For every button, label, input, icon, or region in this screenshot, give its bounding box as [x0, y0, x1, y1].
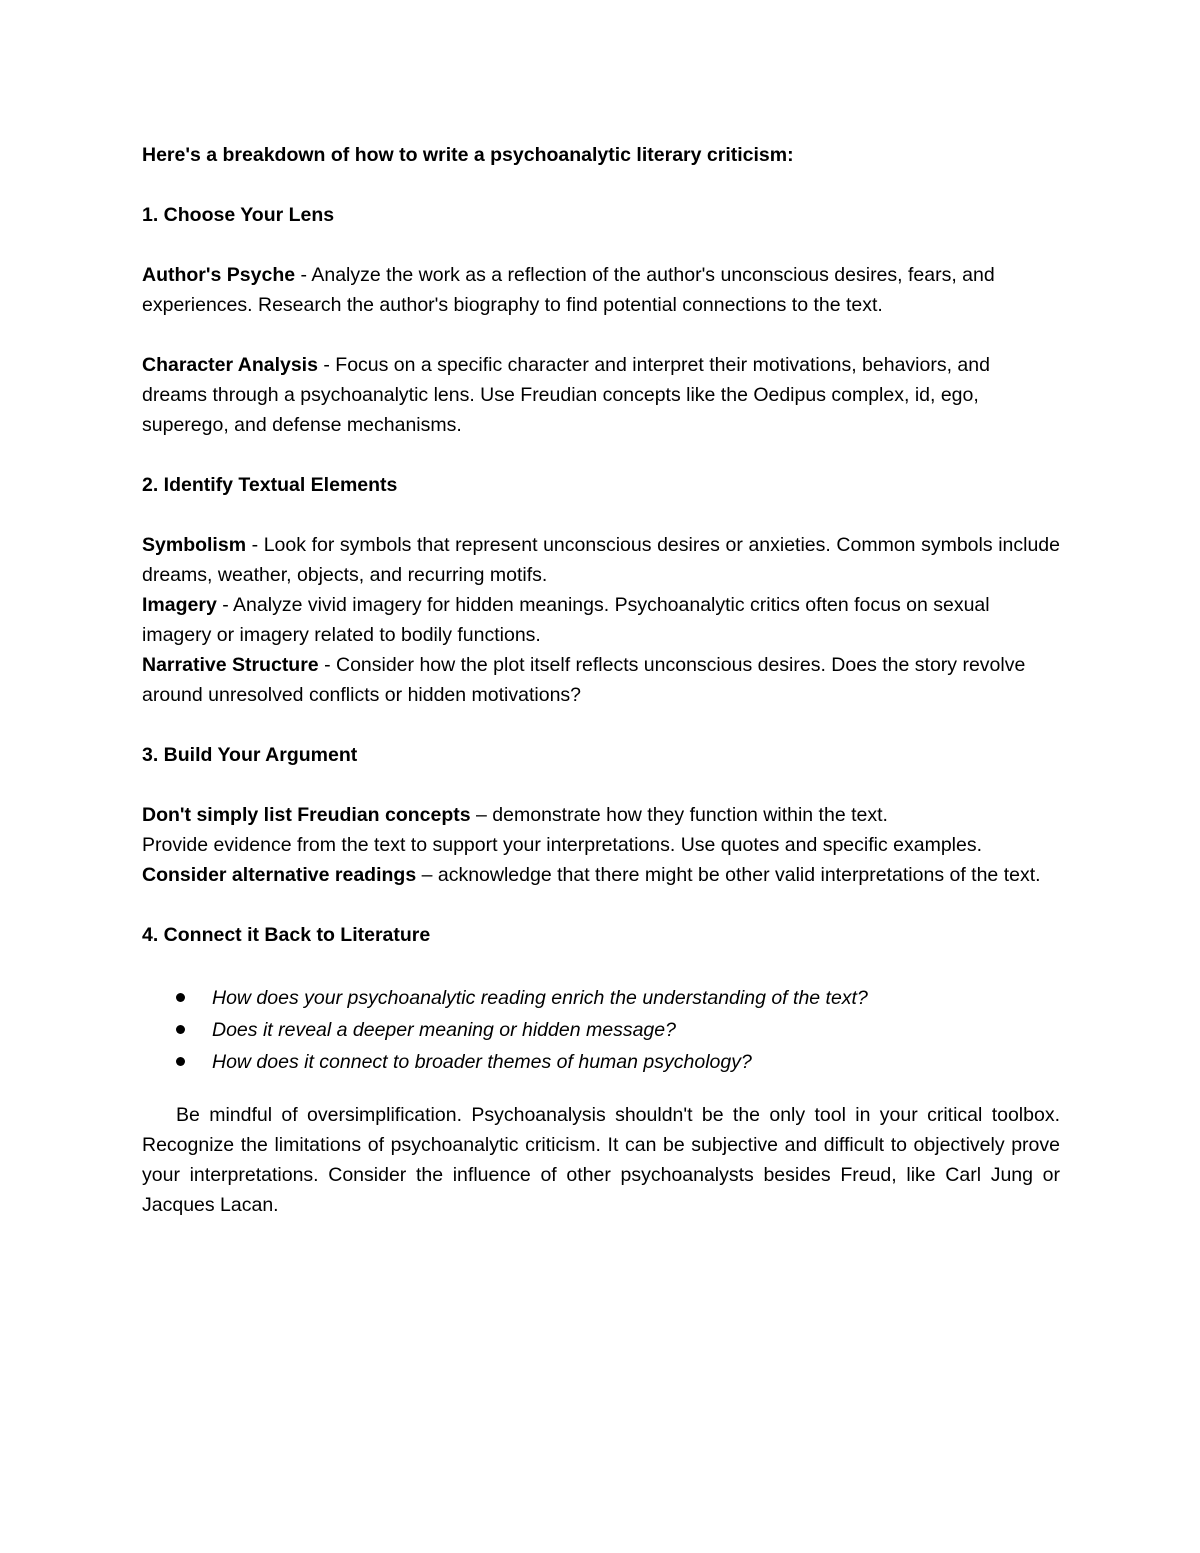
item-term: Narrative Structure	[142, 654, 319, 676]
item-term: Don't simply list Freudian concepts	[142, 804, 471, 826]
list-item	[142, 1046, 1060, 1078]
section-2-item-imagery	[142, 590, 1060, 650]
item-text: - Look for symbols that represent unconscious desires or anxieties. Common symbols include dreams, weather, objects, and recurring motifs.	[142, 534, 1060, 586]
closing-paragraph: Be mindful of oversimplification. Psychoanalysis shouldn't be the only tool in your critical toolbox. Recognize the limitations of psychoanalytic criticism. It can be subjective and difficult to objectively prove your interpretations. Consider the influence of other psychoanalysts besides Freud, like Carl Jung or Jacques Lacan.	[142, 1104, 1060, 1216]
section-2-heading: 2. Identify Textual Elements	[142, 474, 398, 496]
section-3-evidence-text: Provide evidence from the text to support your interpretations. Use quotes and specific examples.	[142, 834, 983, 856]
list-item-text: How does your psychoanalytic reading enrich the understanding of the text?	[212, 987, 868, 1009]
section-1-item-authors-psyche	[142, 260, 1060, 320]
list-item-text: How does it connect to broader themes of human psychology?	[212, 1051, 752, 1073]
bullet-icon	[176, 1025, 185, 1034]
item-term: Imagery	[142, 594, 217, 616]
intro-heading: Here's a breakdown of how to write a psychoanalytic literary criticism:	[142, 144, 794, 166]
item-text: - Focus on a specific character and interpret their motivations, behaviors, and dreams through a psychoanalytic lens. Use Freudian concepts like the Oedipus complex, id, ego, superego, and defense mechanisms.	[142, 354, 990, 436]
list-item	[142, 1014, 1060, 1046]
section-1-item-character-analysis	[142, 350, 1060, 440]
item-text: - Analyze the work as a reflection of the author's unconscious desires, fears, and experiences. Research the author's biography to find potential connections to the text.	[142, 264, 995, 316]
item-term: Character Analysis	[142, 354, 318, 376]
section-2-item-narrative-structure	[142, 650, 1060, 710]
section-4-heading: 4. Connect it Back to Literature	[142, 924, 431, 946]
item-term: Consider alternative readings	[142, 864, 417, 886]
item-term: Symbolism	[142, 534, 247, 556]
section-2-item-symbolism	[142, 530, 1060, 590]
item-text: - Analyze vivid imagery for hidden meanings. Psychoanalytic critics often focus on sexual imagery or imagery related to bodily functions.	[142, 594, 990, 646]
item-text: – demonstrate how they function within the text.	[470, 804, 888, 826]
section-1-heading: 1. Choose Your Lens	[142, 204, 335, 226]
item-text: - Consider how the plot itself reflects unconscious desires. Does the story revolve around unresolved conflicts or hidden motivations?	[142, 654, 1026, 706]
section-3-item-alternative-readings	[142, 860, 1060, 890]
item-term: Author's Psyche	[142, 264, 296, 286]
bullet-icon	[176, 993, 185, 1002]
item-text: – acknowledge that there might be other valid interpretations of the text.	[416, 864, 1041, 886]
document-page	[142, 140, 1060, 1220]
section-3-heading: 3. Build Your Argument	[142, 744, 358, 766]
list-item	[142, 982, 1060, 1014]
section-4-bullet-list	[142, 982, 1060, 1078]
list-item-text: Does it reveal a deeper meaning or hidden message?	[212, 1019, 676, 1041]
bullet-icon	[176, 1057, 185, 1066]
section-3-item-freudian-concepts	[142, 800, 1060, 830]
